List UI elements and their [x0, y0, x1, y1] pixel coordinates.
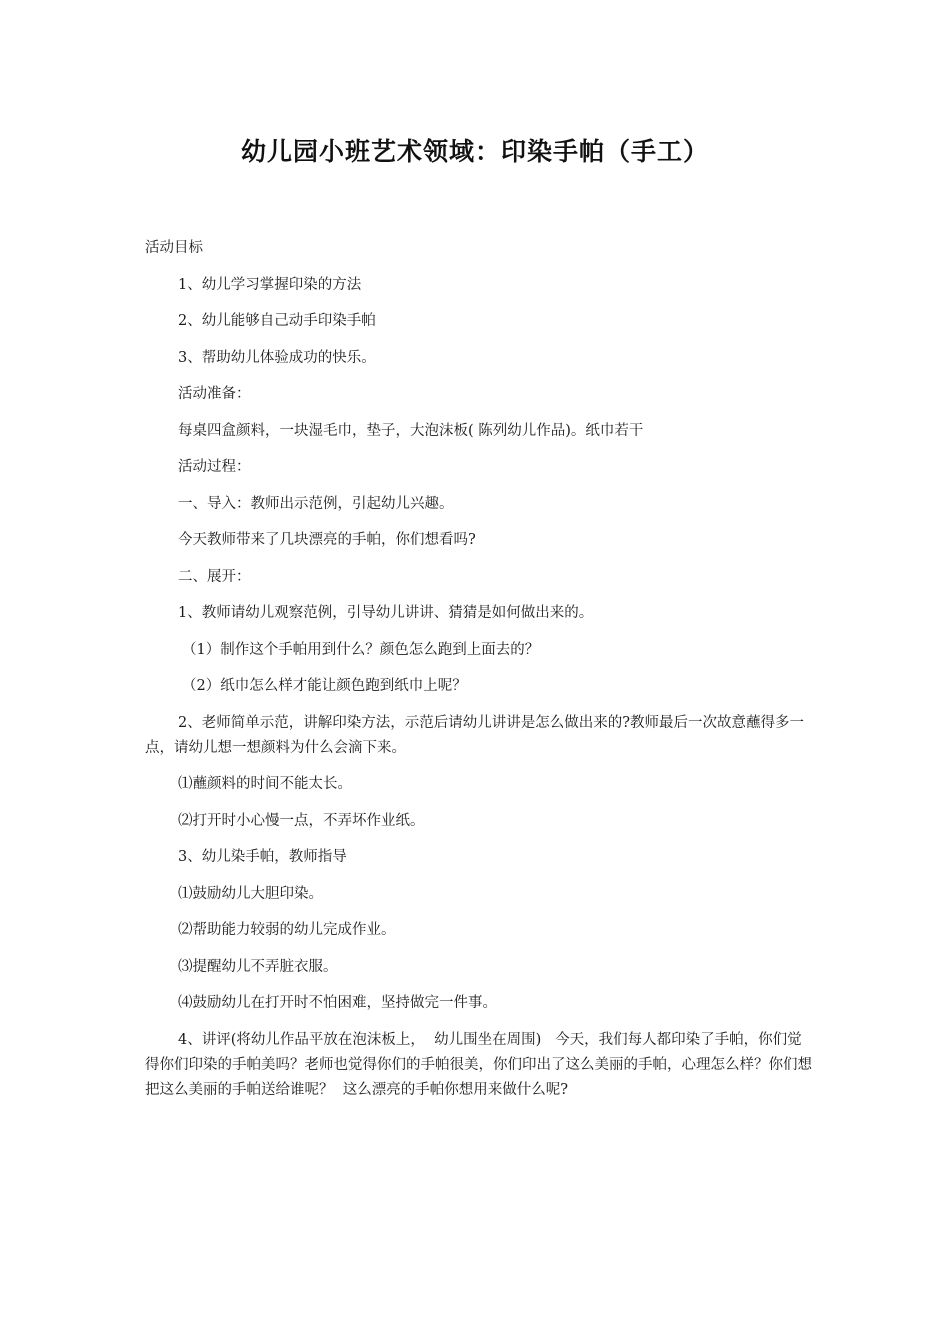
section-heading-preparation: 活动准备： — [178, 386, 251, 402]
goal-item: 2、幼儿能够自己动手印染手帕 — [178, 313, 376, 329]
process-item: 4、讲评(将幼儿作品平放在泡沫板上， 幼儿围坐在周围) 今天，我们每人都印染了手帕，你们觉得你们印染的手帕美吗？老师也觉得你们的手帕很美，你们印出了这么美丽的手帕，心理怎么样？你们想把这么美丽的手帕送给谁呢？ 这么漂亮的手帕你想用来做什么呢? — [145, 1031, 812, 1098]
document-title: 幼儿园小班艺术领域：印染手帕（手工） — [240, 137, 709, 166]
preparation-text: 每桌四盒颜料，一块湿毛巾，垫子，大泡沫板( 陈列幼儿作品)。纸巾若干 — [178, 422, 644, 439]
process-subitem: ⑵打开时小心慢一点，不弄坏作业纸。 — [178, 812, 425, 829]
process-subitem: ⑵帮助能力较弱的幼儿完成作业。 — [178, 922, 396, 938]
process-item: 3、幼儿染手帕，教师指导 — [178, 849, 347, 865]
document-body — [145, 236, 815, 1114]
process-subitem: （2）纸巾怎么样才能让颜色跑到纸巾上呢？ — [182, 678, 467, 694]
process-item: 1、教师请幼儿观察范例，引导幼儿讲讲、猜猜是如何做出来的。 — [178, 605, 594, 621]
goal-item: 3、帮助幼儿体验成功的快乐。 — [178, 349, 376, 366]
process-text: 今天教师带来了几块漂亮的手帕，你们想看吗? — [178, 532, 476, 548]
process-subitem: ⑴鼓励幼儿大胆印染。 — [178, 885, 323, 902]
section-heading-process: 活动过程： — [178, 459, 251, 475]
process-step: 一、导入：教师出示范例，引起幼儿兴趣。 — [178, 495, 454, 512]
process-subitem: （1）制作这个手帕用到什么？颜色怎么跑到上面去的？ — [182, 641, 540, 658]
process-subitem: ⑴蘸颜料的时间不能太长。 — [178, 776, 352, 792]
process-subitem: ⑷鼓励幼儿在打开时不怕困难，坚持做完一件事。 — [178, 995, 497, 1011]
section-heading-goals: 活动目标 — [145, 240, 203, 256]
process-subitem: ⑶提醒幼儿不弄脏衣服。 — [178, 958, 338, 975]
process-step: 二、展开： — [178, 568, 251, 585]
process-item: 2、老师简单示范，讲解印染方法，示范后请幼儿讲讲是怎么做出来的?教师最后一次故意蘸得多一点，请幼儿想一想颜料为什么会滴下来。 — [145, 714, 804, 756]
goal-item: 1、幼儿学习掌握印染的方法 — [178, 276, 362, 293]
